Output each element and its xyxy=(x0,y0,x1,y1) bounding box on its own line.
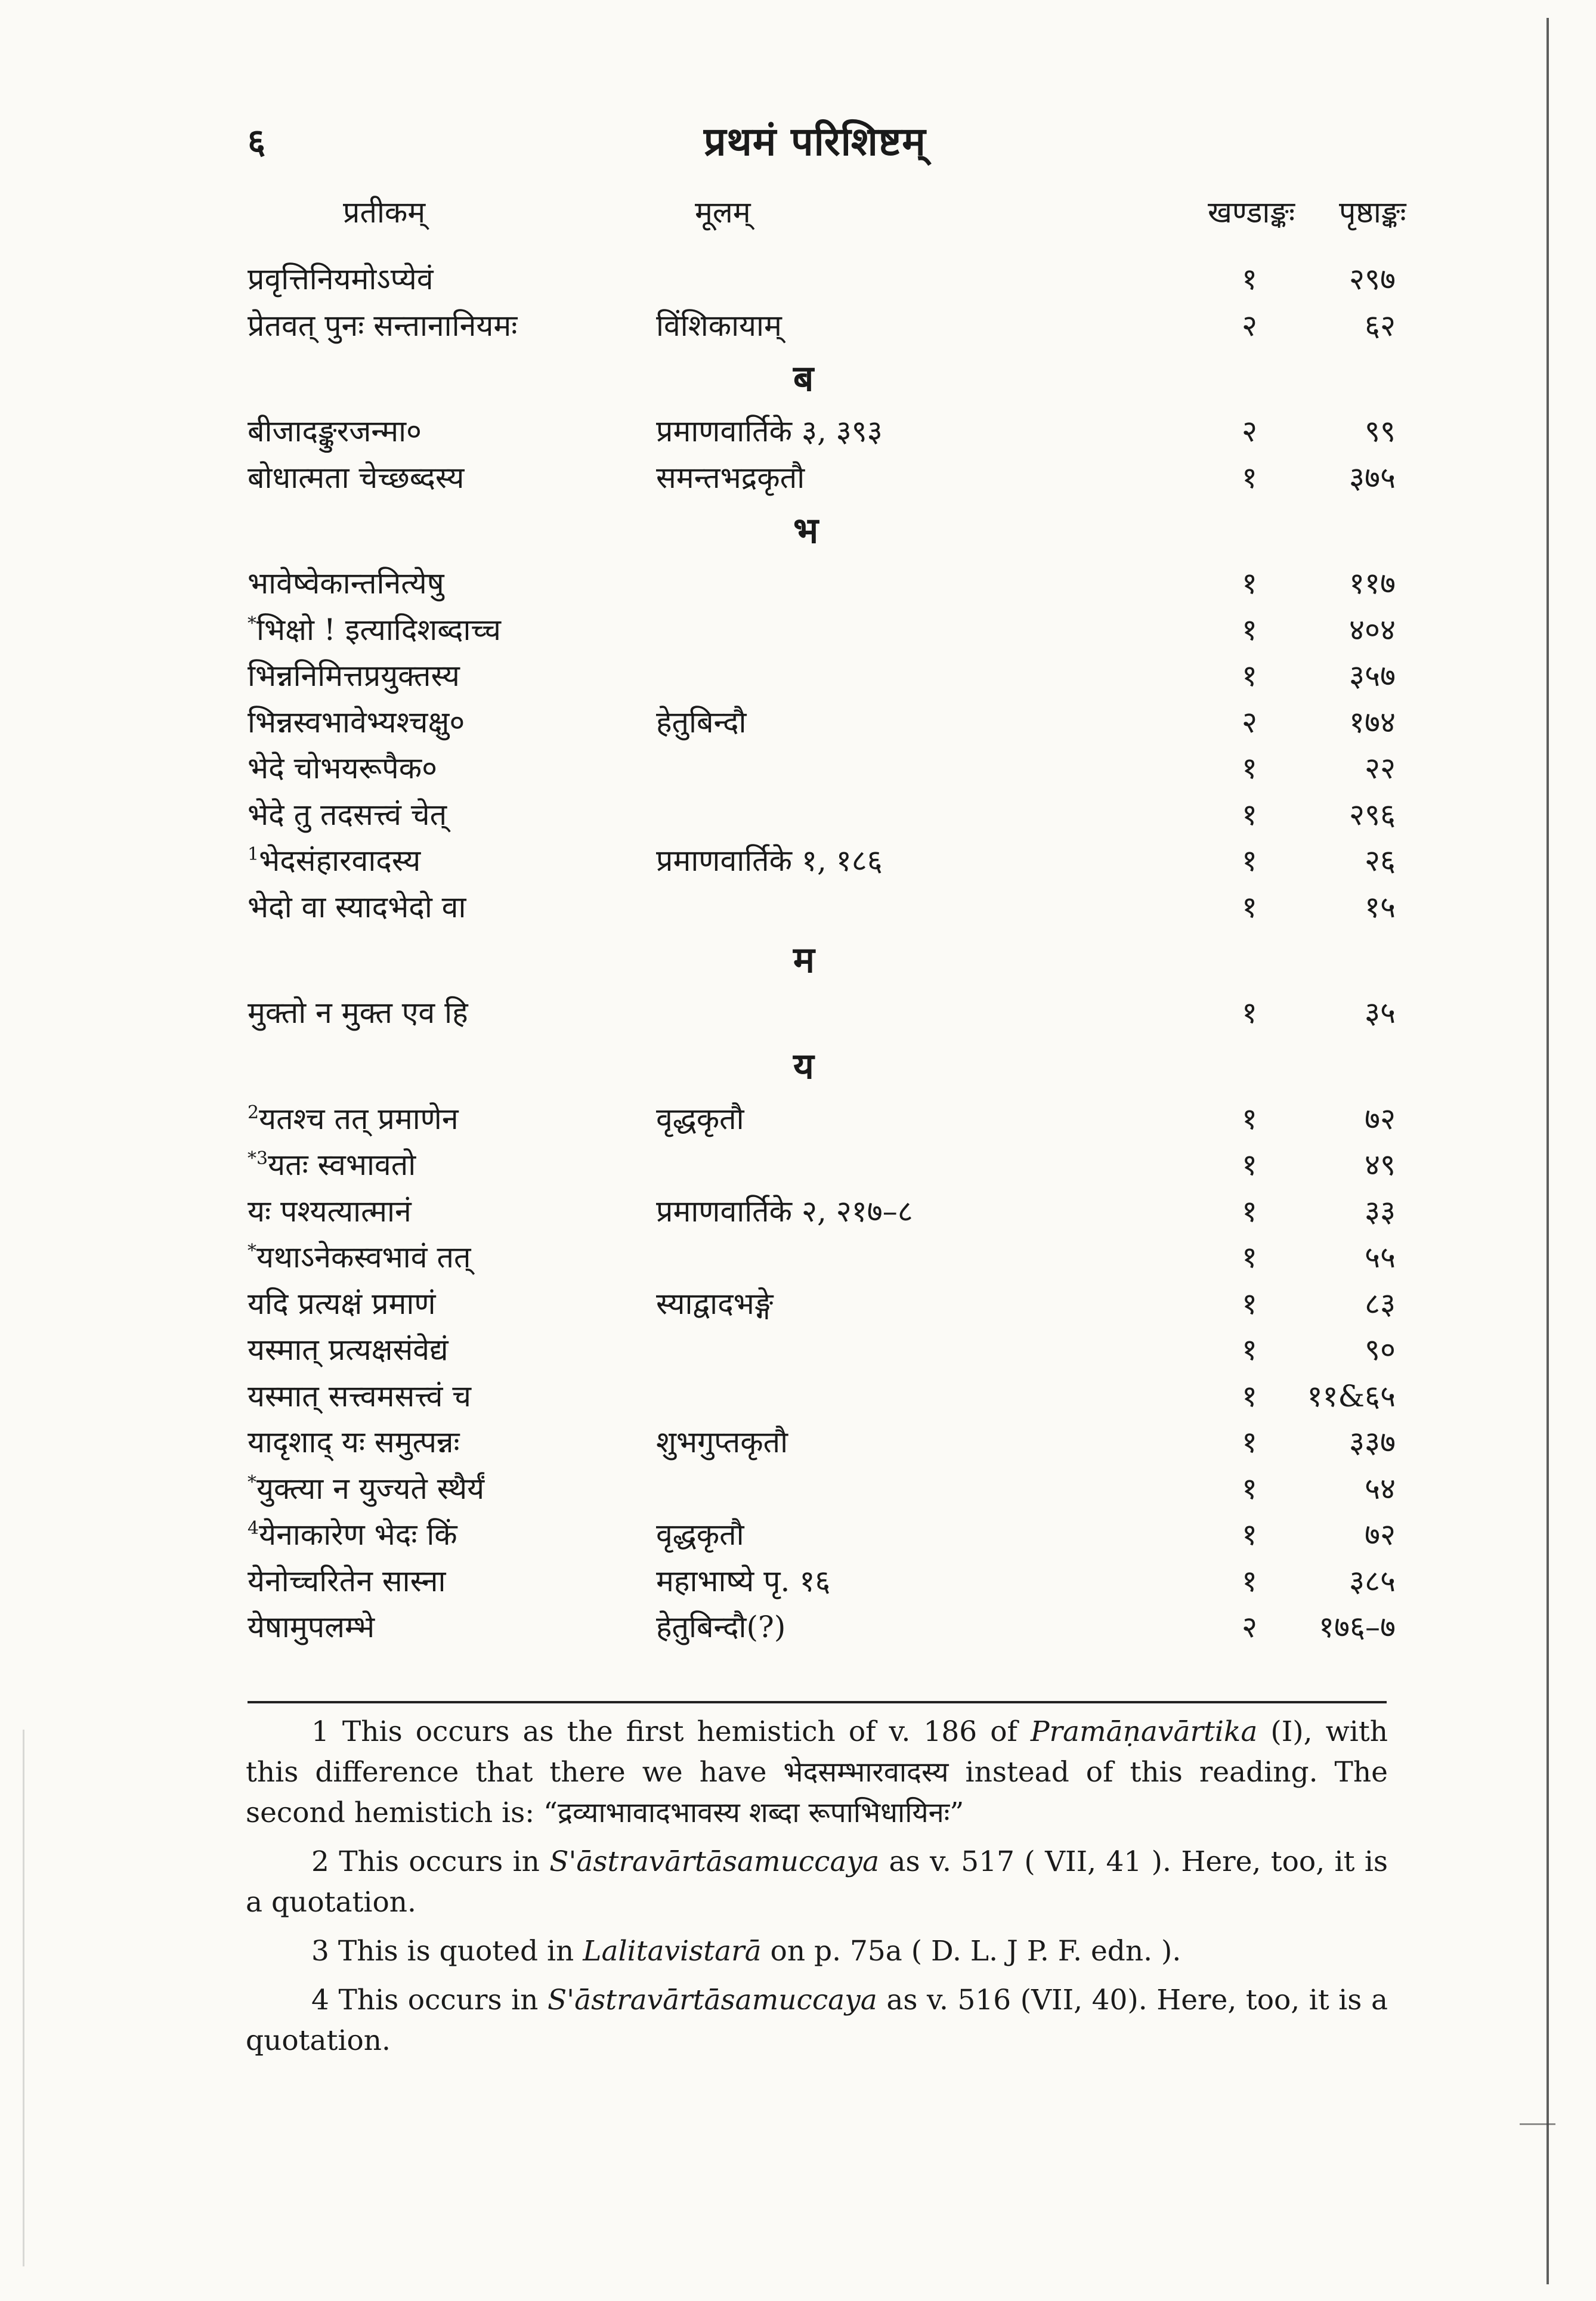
khanda-cell: १ xyxy=(1242,1101,1257,1136)
pratika-text: यस्मात् सत्त्वमसत्त्वं च xyxy=(248,1378,472,1414)
khanda-cell: १ xyxy=(1242,797,1257,832)
khanda-cell: १ xyxy=(1242,1286,1257,1321)
section-letter-row xyxy=(248,1037,1396,1096)
table-row xyxy=(248,1235,1396,1281)
pratika-cell xyxy=(248,409,422,455)
khanda-cell: १ xyxy=(1242,1193,1257,1229)
table-row xyxy=(248,1604,1396,1651)
prishtha-cell: ३३७ xyxy=(1349,1425,1396,1459)
prishtha-cell: ५५ xyxy=(1365,1240,1396,1275)
pratika-cell xyxy=(248,1466,484,1513)
pratika-text: भेदो वा स्यादभेदो वा xyxy=(248,889,466,924)
khanda-cell: १ xyxy=(1242,566,1257,601)
pratika-cell xyxy=(248,700,465,746)
prishtha-cell: ३७५ xyxy=(1349,460,1396,495)
pratika-text: युक्त्या न युज्यते स्थैर्यं xyxy=(256,1471,485,1506)
khanda-cell: १ xyxy=(1242,612,1257,647)
prishtha-cell: ७२ xyxy=(1365,1517,1396,1552)
table-row xyxy=(248,838,1396,884)
pratika-text: यस्मात् प्रत्यक्षसंवेद्यं xyxy=(248,1332,449,1367)
column-header-prishtha: पृष्ठाङ्कः xyxy=(1339,195,1406,230)
pratika-cell xyxy=(248,1327,449,1374)
section-letter-row xyxy=(248,349,1396,409)
footnote-3: 3 This is quoted in Lalitavistarā on p. 75a ( D. L. J P. F. edn. ). xyxy=(311,1935,1181,1968)
prishtha-cell: ३५ xyxy=(1365,995,1396,1030)
pratika-cell xyxy=(248,1558,446,1605)
prishtha-cell: २२ xyxy=(1365,751,1396,785)
table-row xyxy=(248,653,1396,700)
prishtha-cell: १७४ xyxy=(1349,704,1396,740)
prishtha-cell: २९७ xyxy=(1349,262,1396,296)
table-row xyxy=(248,455,1396,502)
prishtha-cell: ३५७ xyxy=(1349,658,1396,693)
page-edge-mark xyxy=(1520,2123,1555,2125)
footnote-marker: * xyxy=(248,613,256,634)
pratika-text: येनोच्चरितेन सास्ना xyxy=(248,1563,446,1598)
khanda-cell: १ xyxy=(1242,889,1257,924)
table-row xyxy=(248,1189,1396,1235)
page-number: ६ xyxy=(248,121,266,162)
table-row xyxy=(248,792,1396,839)
section-letter: भ xyxy=(793,510,819,552)
footnote-marker: 2 xyxy=(248,1102,259,1123)
mula-cell: प्रमाणवार्तिके ३, ३९३ xyxy=(656,414,883,449)
khanda-cell: १ xyxy=(1242,262,1257,296)
footnote-marker: * xyxy=(248,1241,256,1261)
prishtha-cell: ४०४ xyxy=(1349,612,1396,647)
footnote-1: 1 This occurs as the first hemistich of v. 186 of Pramāṇavārtika (I), with this difference that there we have भेदसम्भारवादस्य instead of this reading. The second hemistich is: “द्रव्याभावादभावस्य शब्दा रूपाभिधायिनः” xyxy=(246,1715,1388,1829)
pratika-text: मुक्तो न मुक्त एव हि xyxy=(248,995,468,1030)
pratika-cell xyxy=(248,1374,471,1420)
prishtha-cell: ३३ xyxy=(1365,1193,1396,1229)
section-letter-row xyxy=(248,501,1396,561)
pratika-text: प्रेतवत् पुनः सन्तानानियमः xyxy=(248,308,518,343)
pratika-cell xyxy=(248,792,447,839)
footnote-marker: *3 xyxy=(248,1148,268,1169)
column-header-khanda: खण्डाङ्कः xyxy=(1208,195,1295,230)
pratika-text: यथाऽनेकस्वभावं तत् xyxy=(256,1240,471,1275)
table-row xyxy=(248,700,1396,746)
footnote-2: 2 This occurs in S'āstravārtāsamuccaya as v. 517 ( VII, 41 ). Here, too, it is a quotation. xyxy=(246,1845,1388,1919)
mula-cell: शुभगुप्तकृतौ xyxy=(656,1425,788,1459)
khanda-cell: १ xyxy=(1242,1471,1257,1506)
table-row xyxy=(248,1512,1396,1558)
footnote-rule xyxy=(248,1701,1387,1703)
pratika-cell xyxy=(248,1512,457,1558)
table-row xyxy=(248,1374,1396,1420)
mula-cell: वृद्धकृतौ xyxy=(656,1517,744,1552)
khanda-cell: १ xyxy=(1242,658,1257,693)
pratika-text: बीजादङ्कुरजन्मा० xyxy=(248,414,422,449)
prishtha-cell: १५ xyxy=(1365,889,1396,924)
table-row xyxy=(248,1327,1396,1374)
pratika-text: यदि प्रत्यक्षं प्रमाणं xyxy=(248,1286,436,1321)
prishtha-cell: ९० xyxy=(1365,1332,1396,1367)
khanda-cell: १ xyxy=(1242,843,1257,878)
section-letter: ब xyxy=(793,358,814,400)
prishtha-cell: ६२ xyxy=(1365,308,1396,343)
prishtha-cell: ९९ xyxy=(1365,414,1396,449)
mula-cell: वृद्धकृतौ xyxy=(656,1101,744,1136)
pratika-text: भेदे तु तदसत्त्वं चेत् xyxy=(248,797,447,832)
mula-cell: विंशिकायाम् xyxy=(656,308,782,343)
khanda-cell: २ xyxy=(1242,704,1257,740)
table-row xyxy=(248,1281,1396,1328)
prishtha-cell: ११&६५ xyxy=(1307,1378,1396,1414)
table-row xyxy=(248,1142,1396,1189)
pratika-cell xyxy=(248,1096,459,1143)
footnote-4: 4 This occurs in S'āstravārtāsamuccaya as v. 516 (VII, 40). Here, too, it is a quotation. xyxy=(246,1984,1388,2057)
khanda-cell: २ xyxy=(1242,1610,1257,1644)
khanda-cell: १ xyxy=(1242,1332,1257,1367)
prishtha-cell: ५४ xyxy=(1365,1471,1396,1506)
pratika-cell xyxy=(248,838,420,884)
pratika-cell xyxy=(248,561,444,607)
pratika-cell xyxy=(248,1142,416,1189)
khanda-cell: २ xyxy=(1242,308,1257,343)
pratika-cell xyxy=(248,1604,375,1651)
pratika-cell xyxy=(248,884,466,931)
pratika-text: यः पश्यत्यात्मानं xyxy=(248,1193,412,1229)
khanda-cell: १ xyxy=(1242,1517,1257,1552)
mula-cell: हेतुबिन्दौ(?) xyxy=(656,1610,786,1644)
pratika-cell xyxy=(248,746,437,792)
mula-cell: स्याद्वादभङ्गे xyxy=(656,1286,774,1321)
footnote-marker: * xyxy=(248,1471,256,1493)
pratika-text: भिन्ननिमित्तप्रयुक्तस्य xyxy=(248,658,460,693)
prishtha-cell: ८३ xyxy=(1365,1286,1396,1321)
khanda-cell: १ xyxy=(1242,1563,1257,1598)
prishtha-cell: ७२ xyxy=(1365,1101,1396,1136)
footnote-marker: 1 xyxy=(248,844,259,865)
table-row xyxy=(248,561,1396,607)
footnotes xyxy=(246,1712,1388,2070)
pratika-text: येनाकारेण भेदः किं xyxy=(259,1517,457,1552)
table-row xyxy=(248,990,1396,1037)
mula-cell: समन्तभद्रकृतौ xyxy=(656,460,805,495)
pratika-cell xyxy=(248,303,517,350)
pratika-text: येषामुपलम्भे xyxy=(248,1610,375,1644)
prishtha-cell: २६ xyxy=(1365,843,1396,878)
table-row xyxy=(248,1466,1396,1513)
section-letter-row xyxy=(248,930,1396,990)
khanda-cell: १ xyxy=(1242,460,1257,495)
table-row xyxy=(248,409,1396,455)
prishtha-cell: २९६ xyxy=(1349,797,1396,832)
prishtha-cell: ११७ xyxy=(1349,566,1396,601)
pratika-text: भिन्नस्वभावेभ्यश्चक्षु० xyxy=(248,704,465,740)
prishtha-cell: ४९ xyxy=(1365,1148,1396,1182)
pratika-text: भेदे चोभयरूपैक० xyxy=(248,751,438,785)
table-row xyxy=(248,1096,1396,1143)
mula-cell: हेतुबिन्दौ xyxy=(656,704,747,740)
pratika-cell xyxy=(248,256,434,303)
prishtha-cell: ३८५ xyxy=(1349,1563,1396,1598)
pratika-cell xyxy=(248,990,468,1037)
khanda-cell: १ xyxy=(1242,1148,1257,1182)
pratika-cell xyxy=(248,1189,412,1235)
section-letter: म xyxy=(793,939,815,981)
khanda-cell: १ xyxy=(1242,1240,1257,1275)
pratika-text: बोधात्मता चेच्छब्दस्य xyxy=(248,460,465,495)
pratika-text: यादृशाद् यः समुत्पन्नः xyxy=(248,1425,460,1459)
pratika-text: भिक्षो ! इत्यादिशब्दाच्च xyxy=(256,612,502,647)
footnote-marker: 4 xyxy=(248,1518,259,1539)
pratika-cell xyxy=(248,653,460,700)
khanda-cell: १ xyxy=(1242,1425,1257,1459)
mula-cell: महाभाष्ये पृ. १६ xyxy=(656,1563,831,1598)
khanda-cell: १ xyxy=(1242,1378,1257,1414)
khanda-cell: १ xyxy=(1242,995,1257,1030)
pratika-text: भावेष्वेकान्तनित्येषु xyxy=(248,566,444,601)
page-title: प्रथमं परिशिष्टम् xyxy=(704,118,926,165)
table-row xyxy=(248,746,1396,792)
table-row xyxy=(248,1558,1396,1605)
table-row xyxy=(248,256,1396,303)
pratika-cell xyxy=(248,455,464,502)
mula-cell: प्रमाणवार्तिके २, २१७–८ xyxy=(656,1193,913,1229)
pratika-cell xyxy=(248,1235,471,1281)
khanda-cell: १ xyxy=(1242,751,1257,785)
table-row xyxy=(248,1419,1396,1466)
page-edge-line xyxy=(1546,18,1549,2284)
pratika-text: प्रवृत्तिनियमोऽप्येवं xyxy=(248,262,434,296)
table-row xyxy=(248,607,1396,654)
index-table xyxy=(248,256,1396,1651)
pratika-cell xyxy=(248,1281,436,1328)
table-row xyxy=(248,303,1396,350)
khanda-cell: २ xyxy=(1242,414,1257,449)
prishtha-cell: १७६–७ xyxy=(1319,1610,1396,1644)
pratika-text: यतः स्वभावतो xyxy=(268,1148,416,1182)
column-header-pratika: प्रतीकम् xyxy=(343,195,426,230)
pratika-cell xyxy=(248,1419,460,1466)
page-edge-shadow xyxy=(23,1730,24,2266)
section-letter: य xyxy=(793,1045,814,1087)
pratika-text: भेदसंहारवादस्य xyxy=(259,843,421,878)
pratika-cell xyxy=(248,607,501,654)
pratika-text: यतश्च तत् प्रमाणेन xyxy=(259,1101,459,1136)
mula-cell: प्रमाणवार्तिके १, १८६ xyxy=(656,843,883,878)
column-header-mula: मूलम् xyxy=(695,195,751,230)
table-row xyxy=(248,884,1396,931)
